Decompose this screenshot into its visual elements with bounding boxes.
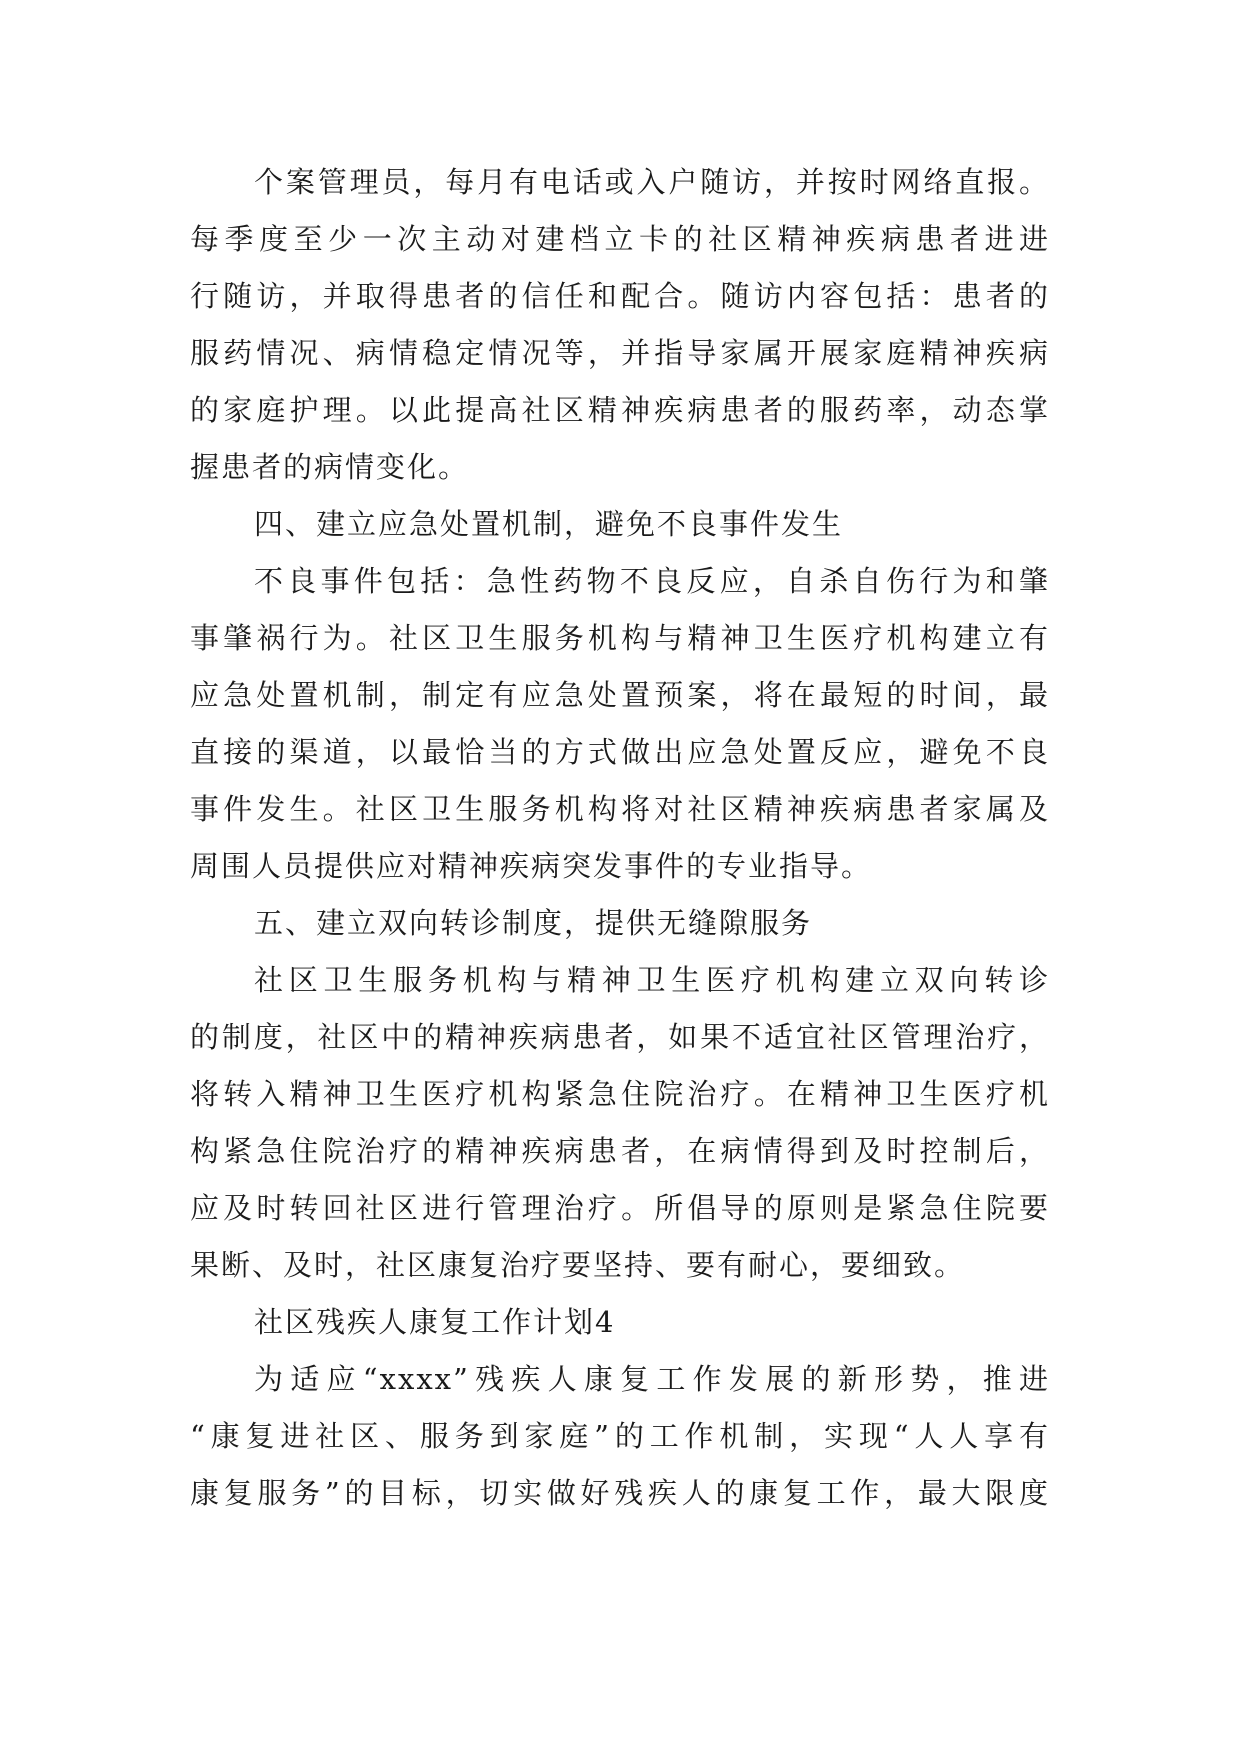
text-line: 不良事件包括：急性药物不良反应，自杀自伤行为和肇 bbox=[254, 564, 1050, 598]
text-line: 应及时转回社区进行管理治疗。所倡导的原则是紧急住院要 bbox=[190, 1191, 1050, 1225]
text-line: 的家庭护理。以此提高社区精神疾病患者的服药率，动态掌 bbox=[190, 393, 1050, 427]
section-heading: 社区残疾人康复工作计划4 bbox=[254, 1305, 616, 1339]
text-line: “康复进社区、服务到家庭”的工作机制，实现“人人享有 bbox=[190, 1419, 1050, 1453]
text-line: 康复服务”的目标，切实做好残疾人的康复工作，最大限度 bbox=[190, 1476, 1050, 1510]
body-text bbox=[190, 154, 1050, 1522]
text-line: 事件发生。社区卫生服务机构将对社区精神疾病患者家属及 bbox=[190, 792, 1050, 826]
text-line: 个案管理员，每月有电话或入户随访，并按时网络直报。 bbox=[254, 165, 1050, 199]
text-line: 为适应“xxxx”残疾人康复工作发展的新形势，推进 bbox=[254, 1362, 1050, 1396]
text-line: 将转入精神卫生医疗机构紧急住院治疗。在精神卫生医疗机 bbox=[190, 1077, 1050, 1111]
text-line: 事肇祸行为。社区卫生服务机构与精神卫生医疗机构建立有 bbox=[190, 621, 1050, 655]
text-line: 服药情况、病情稳定情况等，并指导家属开展家庭精神疾病 bbox=[190, 336, 1050, 370]
text-line: 社区卫生服务机构与精神卫生医疗机构建立双向转诊 bbox=[254, 963, 1050, 997]
text-line: 握患者的病情变化。 bbox=[190, 450, 470, 484]
section-heading: 四、建立应急处置机制，避免不良事件发生 bbox=[254, 507, 844, 541]
text-line: 应急处置机制，制定有应急处置预案，将在最短的时间，最 bbox=[190, 678, 1050, 712]
text-line: 直接的渠道，以最恰当的方式做出应急处置反应，避免不良 bbox=[190, 735, 1050, 769]
text-line: 行随访，并取得患者的信任和配合。随访内容包括：患者的 bbox=[190, 279, 1050, 313]
text-line: 周围人员提供应对精神疾病突发事件的专业指导。 bbox=[190, 849, 873, 883]
text-line: 构紧急住院治疗的精神疾病患者，在病情得到及时控制后， bbox=[190, 1134, 1050, 1168]
text-line: 的制度，社区中的精神疾病患者，如果不适宜社区管理治疗， bbox=[190, 1020, 1050, 1054]
text-line: 每季度至少一次主动对建档立卡的社区精神疾病患者进进 bbox=[190, 222, 1050, 256]
text-line: 果断、及时，社区康复治疗要坚持、要有耐心，要细致。 bbox=[190, 1248, 966, 1282]
section-heading: 五、建立双向转诊制度，提供无缝隙服务 bbox=[254, 906, 813, 940]
